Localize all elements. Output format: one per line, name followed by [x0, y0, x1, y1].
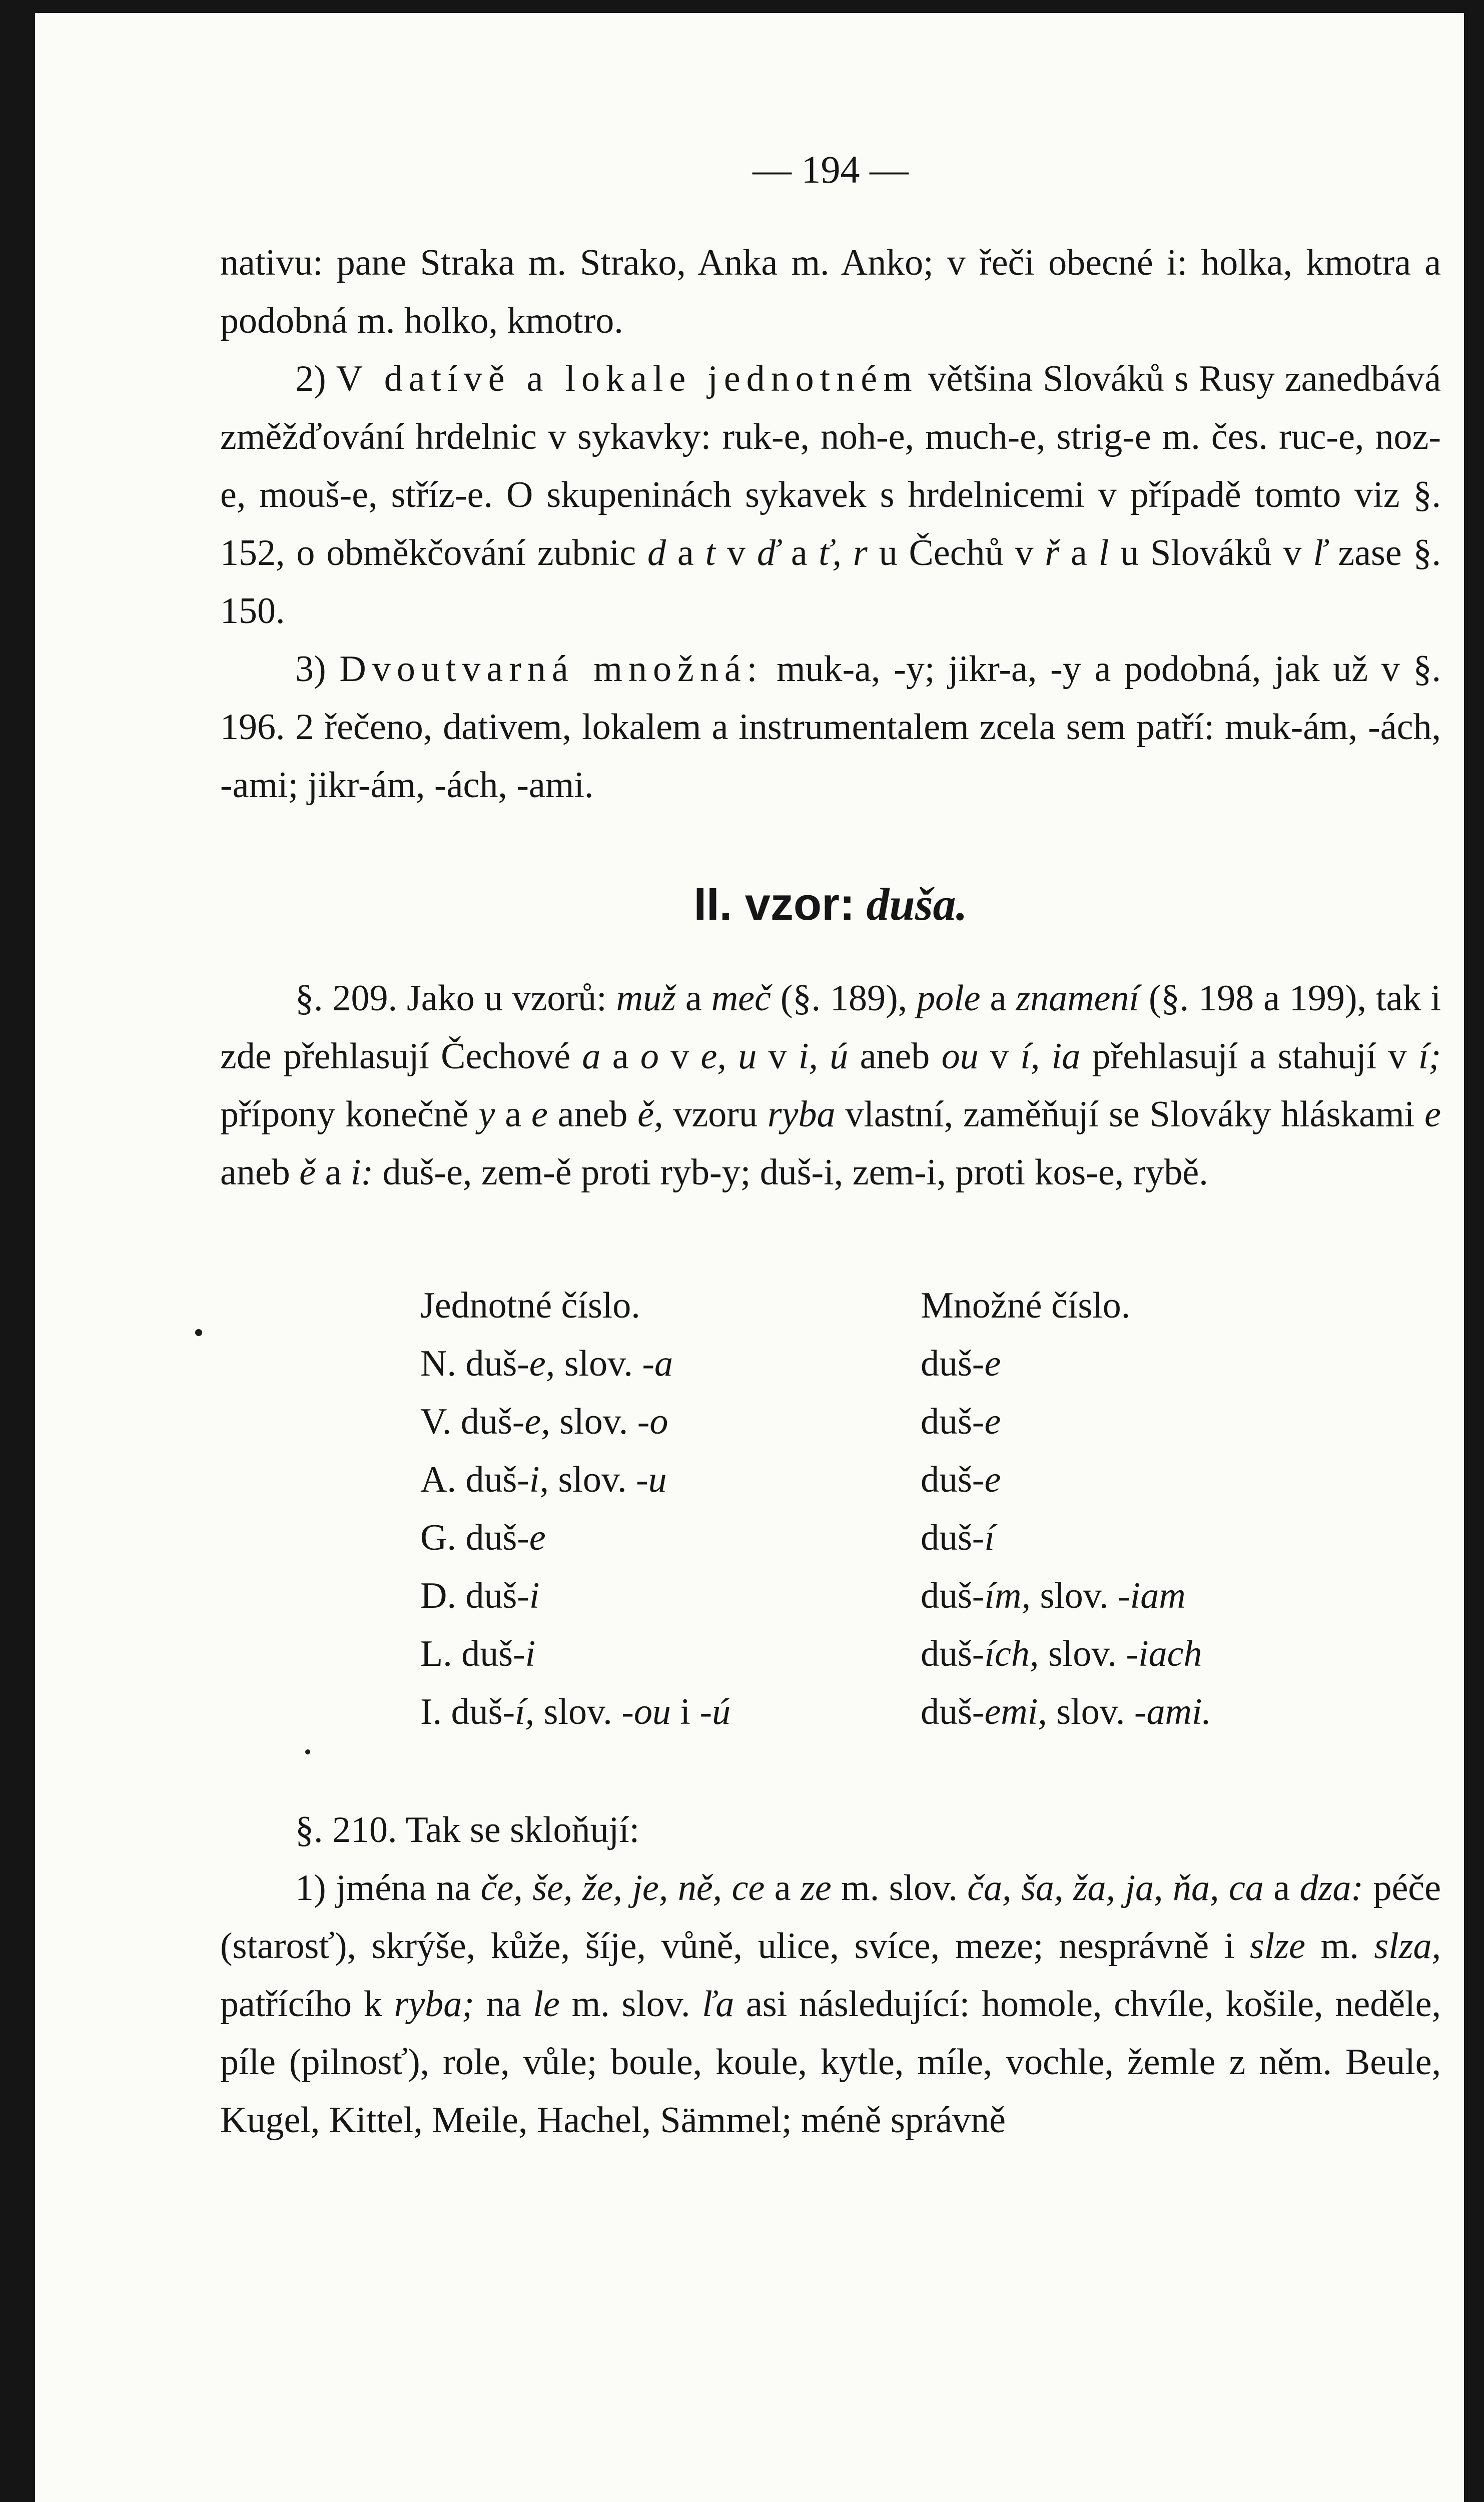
text-run: vlastní, zaměňují se Slováky hláskami: [835, 1094, 1425, 1135]
ending: ím,: [984, 1575, 1031, 1616]
text-run: m.: [1305, 1926, 1374, 1967]
ending: ích,: [984, 1633, 1039, 1674]
extra-label: i: [670, 1691, 700, 1732]
stem: duš-: [456, 1343, 529, 1384]
italic-run: ou: [941, 1036, 979, 1077]
header-plural: Množné číslo.: [921, 1285, 1131, 1326]
paragraph-2: [220, 350, 1441, 640]
text-run: u Čechů v: [867, 532, 1045, 573]
text-run: většina Slováků s Rusy zanedbává změžďování hrdelnic v sykavky: ruk-e, noh-e, much-e, strig-e m. čes. ruc-e, noz-e, mouš-e, stříz-e. O skupeninách sykavek s hrdelnicemi v případě tomto viz §. 152, o obměkčování zubnic: [220, 358, 1441, 573]
stem: duš-: [921, 1401, 985, 1442]
case-label: L.: [420, 1633, 452, 1674]
table-row: [420, 1509, 1211, 1567]
paragraph-3: [220, 640, 1441, 814]
text-run: [842, 532, 853, 573]
extra-ending: -ú: [699, 1691, 731, 1732]
text-run: a: [779, 532, 819, 573]
italic-run: a: [582, 1036, 601, 1077]
stem: duš-: [921, 1691, 985, 1732]
singular-cell: [420, 1567, 921, 1625]
text-run: v: [715, 532, 757, 573]
declension-rows: [420, 1335, 1211, 1741]
stem: duš-: [456, 1575, 529, 1616]
italic-run: y: [478, 1094, 495, 1135]
stem: duš-: [921, 1459, 985, 1500]
paragraph-intro: [220, 234, 1441, 350]
text-run: a: [665, 532, 705, 573]
plural-cell: [921, 1393, 1211, 1451]
heading-prefix: II. vzor:: [693, 879, 855, 930]
intro-text: nativu: pane Straka m. Strako, Anka m. Anko; v řeči obecné i: holka, kmotra a podobná m. holko, kmotro.: [220, 242, 1441, 341]
table-row: [420, 1393, 1211, 1451]
text-run: u Slováků v: [1109, 532, 1313, 573]
plural-cell: [921, 1451, 1211, 1509]
paragraph-210-heading: [220, 1801, 1441, 1859]
table-row: [420, 1451, 1211, 1509]
stem: duš-: [442, 1691, 515, 1732]
italic-run: le: [533, 1984, 560, 2025]
case-label: V.: [420, 1401, 452, 1442]
page-content: [220, 141, 1441, 2149]
ending: emi,: [984, 1691, 1047, 1732]
text-run: [818, 1036, 830, 1077]
singular-cell: [420, 1393, 921, 1451]
plural-cell: [921, 1567, 1211, 1625]
text-run: (§. 189),: [771, 978, 917, 1019]
text-run: na: [474, 1984, 533, 2025]
header-singular: Jednotné číslo.: [420, 1285, 640, 1326]
plural-cell: [921, 1335, 1211, 1393]
italic-run: u: [738, 1036, 757, 1077]
italic-run: r: [853, 532, 868, 573]
italic-run: i,: [798, 1036, 818, 1077]
text-run: asi následující: homole, chvíle, košile, neděle, píle (pilnosť), role, vůle; boule, koule, kytle, míle, vochle, žemle z něm. Beule, Kugel, Kittel, Meile, Hachel, Sämmel; méně správně: [220, 1984, 1441, 2141]
italic-run: d: [647, 532, 666, 573]
italic-run: ia: [1051, 1036, 1081, 1077]
italic-run: i:: [350, 1152, 374, 1193]
text-run: a: [316, 1152, 351, 1193]
italic-run: l: [1098, 532, 1109, 573]
text-run: přípony konečně: [220, 1094, 479, 1135]
text-run: péče (starosť), skrýše, kůže, šíje, vůně, ulice, svíce, meze; nesprávně i: [220, 1867, 1441, 1967]
text-run: a: [1059, 532, 1099, 573]
table-row: [420, 1567, 1211, 1625]
italic-run: ď: [757, 532, 780, 573]
slov-ending: -iam: [1118, 1575, 1186, 1616]
singular-cell: [420, 1625, 921, 1683]
italic-run: slze: [1249, 1926, 1305, 1967]
stem: duš-: [921, 1575, 985, 1616]
singular-cell: [420, 1335, 921, 1393]
italic-run: í,: [1020, 1036, 1040, 1077]
slov-ending: -ou: [621, 1691, 671, 1732]
slov-label: slov.: [555, 1343, 642, 1384]
text-run: m. slov.: [831, 1867, 968, 1909]
table-row: [420, 1335, 1211, 1393]
slov-label: slov.: [1047, 1691, 1134, 1732]
text-run: 1) jména na: [295, 1867, 481, 1909]
text-run: a: [765, 1867, 801, 1909]
italic-run: e: [531, 1094, 548, 1135]
stem: duš-: [921, 1343, 985, 1384]
spaced-term: V datívě a lokale jednotném: [336, 358, 918, 399]
print-speck: [195, 1329, 202, 1336]
table-row: [420, 1683, 1211, 1741]
paragraph-209: [220, 969, 1441, 1201]
declension-table: [420, 1277, 1211, 1741]
ending: e: [984, 1459, 1001, 1500]
italic-run: meč: [711, 978, 771, 1019]
italic-run: če, še, že, je, ně, ce: [480, 1867, 765, 1909]
text-run: a: [675, 978, 711, 1019]
case-label: A.: [420, 1459, 456, 1500]
book-page: [35, 13, 1464, 2502]
text-run: muk-a, -y; jikr-a, -y a podobná, jak už v §. 196. 2 řečeno, dativem, lokalem a instrumentalem zcela sem patří: muk-ám, -ách, -ami; jikr-ám, -ách, -ami.: [220, 649, 1441, 806]
stem: duš-: [452, 1633, 525, 1674]
italic-run: dza:: [1299, 1867, 1363, 1909]
stem: duš-: [456, 1459, 529, 1500]
slov-label: slov.: [550, 1401, 637, 1442]
italic-run: ľ: [1313, 532, 1327, 573]
italic-run: ča, ša, ža, ja, ňa, ca: [967, 1867, 1264, 1909]
ending: e,: [524, 1401, 550, 1442]
stem: duš-: [921, 1633, 985, 1674]
text-run: v: [757, 1036, 799, 1077]
italic-run: ť,: [819, 532, 842, 573]
case-label: N.: [420, 1343, 456, 1384]
stem: duš-: [456, 1517, 529, 1558]
slov-label: slov.: [548, 1459, 636, 1500]
italic-run: t: [705, 532, 716, 573]
case-label: D.: [420, 1575, 456, 1616]
singular-cell: [420, 1451, 921, 1509]
italic-run: ě: [299, 1152, 316, 1193]
item-number: 2): [295, 358, 326, 399]
text-run: vzoru: [663, 1094, 768, 1135]
italic-run: slza,: [1374, 1926, 1441, 1967]
italic-run: o: [640, 1036, 659, 1077]
italic-run: í;: [1418, 1036, 1441, 1077]
spaced-term: Dvoutvarná množná:: [339, 649, 764, 690]
italic-run: pole: [917, 978, 981, 1019]
text-run: m. slov.: [559, 1984, 702, 2025]
slov-label: slov.: [1030, 1575, 1118, 1616]
table-header-row: [420, 1277, 1211, 1335]
slov-ending: -o: [637, 1401, 668, 1442]
ending: i,: [529, 1459, 549, 1500]
ending: e: [984, 1401, 1001, 1442]
italic-run: e: [1424, 1094, 1441, 1135]
text-run: [1040, 1036, 1051, 1077]
page-number: — 194 —: [753, 148, 909, 191]
stem: duš-: [451, 1401, 525, 1442]
section-heading: [220, 874, 1441, 934]
plural-cell: [921, 1509, 1211, 1567]
paragraph-210: [220, 1859, 1441, 2149]
text-run: [726, 1036, 738, 1077]
singular-cell: [420, 1683, 921, 1741]
plural-cell: [921, 1683, 1211, 1741]
text-run: v: [978, 1036, 1021, 1077]
text-run: v: [658, 1036, 701, 1077]
ending: i: [529, 1575, 540, 1616]
stem: duš-: [921, 1517, 985, 1558]
italic-run: ě,: [637, 1094, 663, 1135]
slov-ending: -u: [636, 1459, 667, 1500]
italic-run: ryba;: [394, 1984, 474, 2025]
text-run: patřícího k: [220, 1984, 394, 2025]
ending: e: [984, 1343, 1001, 1384]
text-run: a: [980, 978, 1016, 1019]
text-run: duš-e, zem-ě proti ryb-y; duš-i, zem-i, proti kos-e, rybě.: [373, 1152, 1208, 1193]
italic-run: ř: [1045, 532, 1060, 573]
italic-run: muž: [616, 978, 676, 1019]
italic-run: znamení: [1016, 978, 1139, 1019]
slov-ending: -ami.: [1134, 1691, 1212, 1732]
ending: i: [525, 1633, 536, 1674]
text-run: přehlasují a stahují v: [1080, 1036, 1418, 1077]
italic-run: ľa: [702, 1984, 734, 2025]
table-row: [420, 1625, 1211, 1683]
text-run: aneb: [547, 1094, 638, 1135]
italic-run: ryba: [767, 1094, 836, 1135]
ending: e: [529, 1517, 546, 1558]
italic-run: ú: [830, 1036, 849, 1077]
ending: e,: [529, 1343, 555, 1384]
text-run: §. 209. Jako u vzorů:: [295, 978, 616, 1019]
text-run: aneb: [848, 1036, 942, 1077]
ending: í,: [515, 1691, 535, 1732]
heading-word: duša.: [866, 879, 968, 930]
italic-run: ze: [801, 1867, 832, 1909]
italic-run: e,: [700, 1036, 726, 1077]
slov-ending: -iach: [1126, 1633, 1202, 1674]
slov-label: slov.: [534, 1691, 622, 1732]
item-number: 3): [295, 649, 326, 690]
ending: í: [984, 1517, 995, 1558]
text-run: zase §. 150.: [220, 532, 1441, 632]
text-run: a: [495, 1094, 531, 1135]
singular-cell: [420, 1509, 921, 1567]
case-label: G.: [420, 1517, 456, 1558]
text-run: a: [600, 1036, 640, 1077]
slov-ending: -a: [642, 1343, 673, 1384]
case-label: I.: [420, 1691, 442, 1732]
text-run: (§. 198 a 199), tak i zde přehlasují Čechové: [220, 978, 1441, 1077]
text-run: a: [1263, 1867, 1300, 1909]
text-run: aneb: [220, 1152, 300, 1193]
slov-label: slov.: [1039, 1633, 1126, 1674]
section-210-heading: §. 210. Tak se skloňují:: [295, 1809, 640, 1850]
plural-cell: [921, 1625, 1211, 1683]
